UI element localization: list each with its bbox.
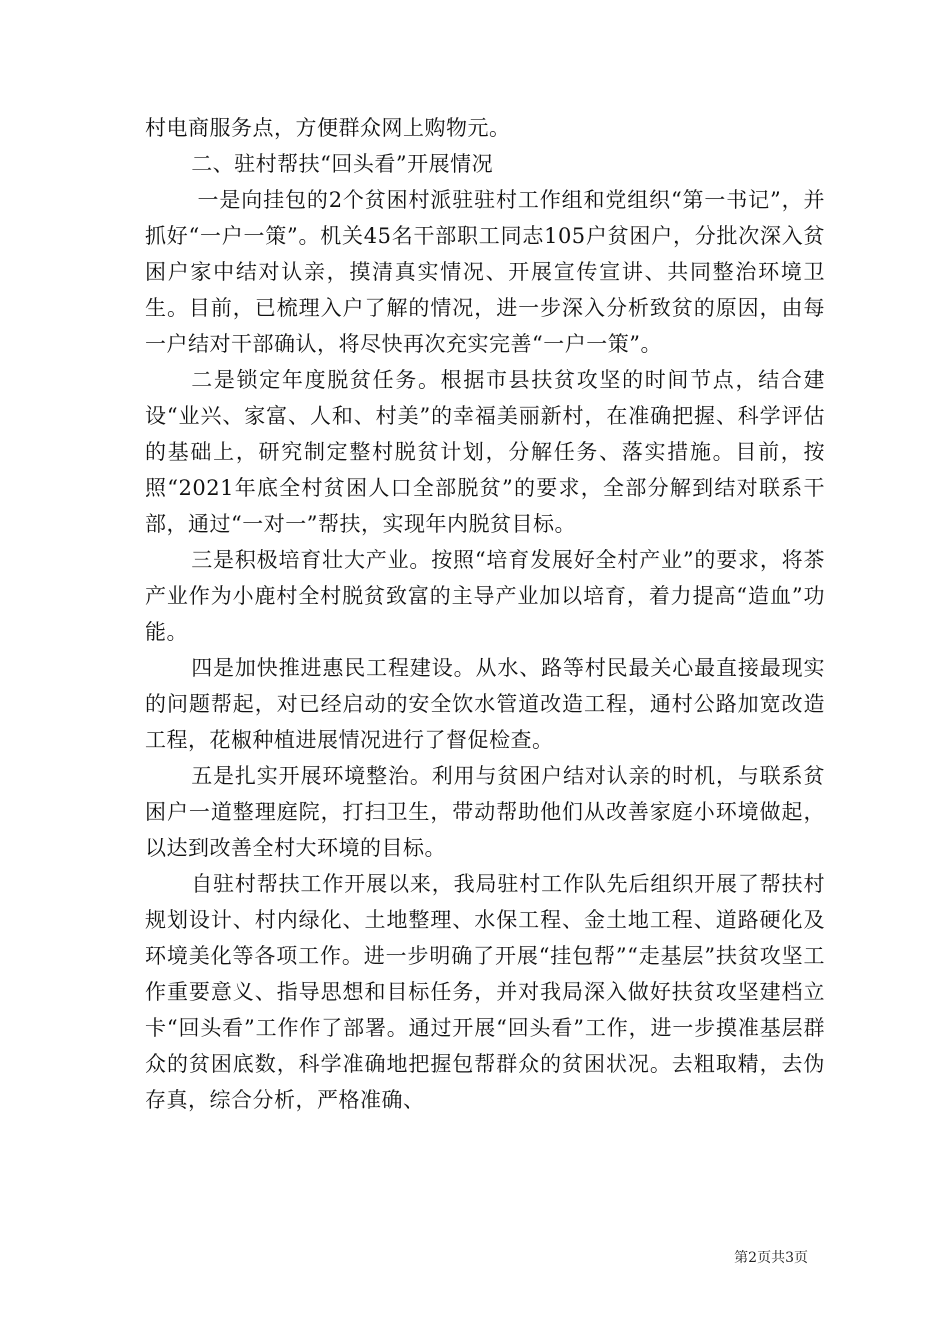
paragraph-second: 二是锁定年度脱贫任务。根据市县扶贫攻坚的时间节点，结合建设“业兴、家富、人和、村美”的幸福美丽新村，在准确把握、科学评估的基础上，研究制定整村脱贫计划，分解任务、落实措施。目前，按照“2021年底全村贫困人口全部脱贫”的要求，全部分解到结对联系干部，通过“一对一”帮扶，实现年内脱贫目标。	[145, 368, 825, 536]
paragraph-fourth: 四是加快推进惠民工程建设。从水、路等村民最关心最直接最现实的问题帮起，对已经启动的安全饮水管道改造工程，通村公路加宽改造工程，花椒种植进展情况进行了督促检查。	[145, 656, 825, 752]
paragraph-first: 一是向挂包的2个贫困村派驻驻村工作组和党组织“第一书记”，并抓好“一户一策”。机关45名干部职工同志105户贫困户，分批次深入贫困户家中结对认亲，摸清真实情况、开展宣传宣讲、共同整治环境卫生。目前，已梳理入户了解的情况，进一步深入分析致贫的原因，由每一户结对干部确认，将尽快再次充实完善“一户一策”。	[145, 188, 825, 356]
paragraph-third: 三是积极培育壮大产业。按照“培育发展好全村产业”的要求，将茶产业作为小鹿村全村脱贫致富的主导产业加以培育，着力提高“造血”功能。	[145, 548, 825, 644]
section-heading: 二、驻村帮扶“回头看”开展情况	[191, 152, 494, 176]
document-body	[145, 110, 825, 1118]
page-number: 第2页共3页	[734, 1250, 808, 1266]
paragraph-fifth: 五是扎实开展环境整治。利用与贫困户结对认亲的时机，与联系贫困户一道整理庭院，打扫卫生，带动帮助他们从改善家庭小环境做起，以达到改善全村大环境的目标。	[145, 764, 825, 860]
paragraph-continuation: 村电商服务点，方便群众网上购物元。	[145, 116, 511, 140]
paragraph-summary: 自驻村帮扶工作开展以来，我局驻村工作队先后组织开展了帮扶村规划设计、村内绿化、土地整理、水保工程、金土地工程、道路硬化及环境美化等各项工作。进一步明确了开展“挂包帮”“走基层”扶贫攻坚工作重要意义、指导思想和目标任务，并对我局深入做好扶贫攻坚建档立卡“回头看”工作作了部署。通过开展“回头看”工作，进一步摸准基层群众的贫困底数，科学准确地把握包帮群众的贫困状况。去粗取精，去伪存真，综合分析，严格准确、	[145, 872, 825, 1112]
